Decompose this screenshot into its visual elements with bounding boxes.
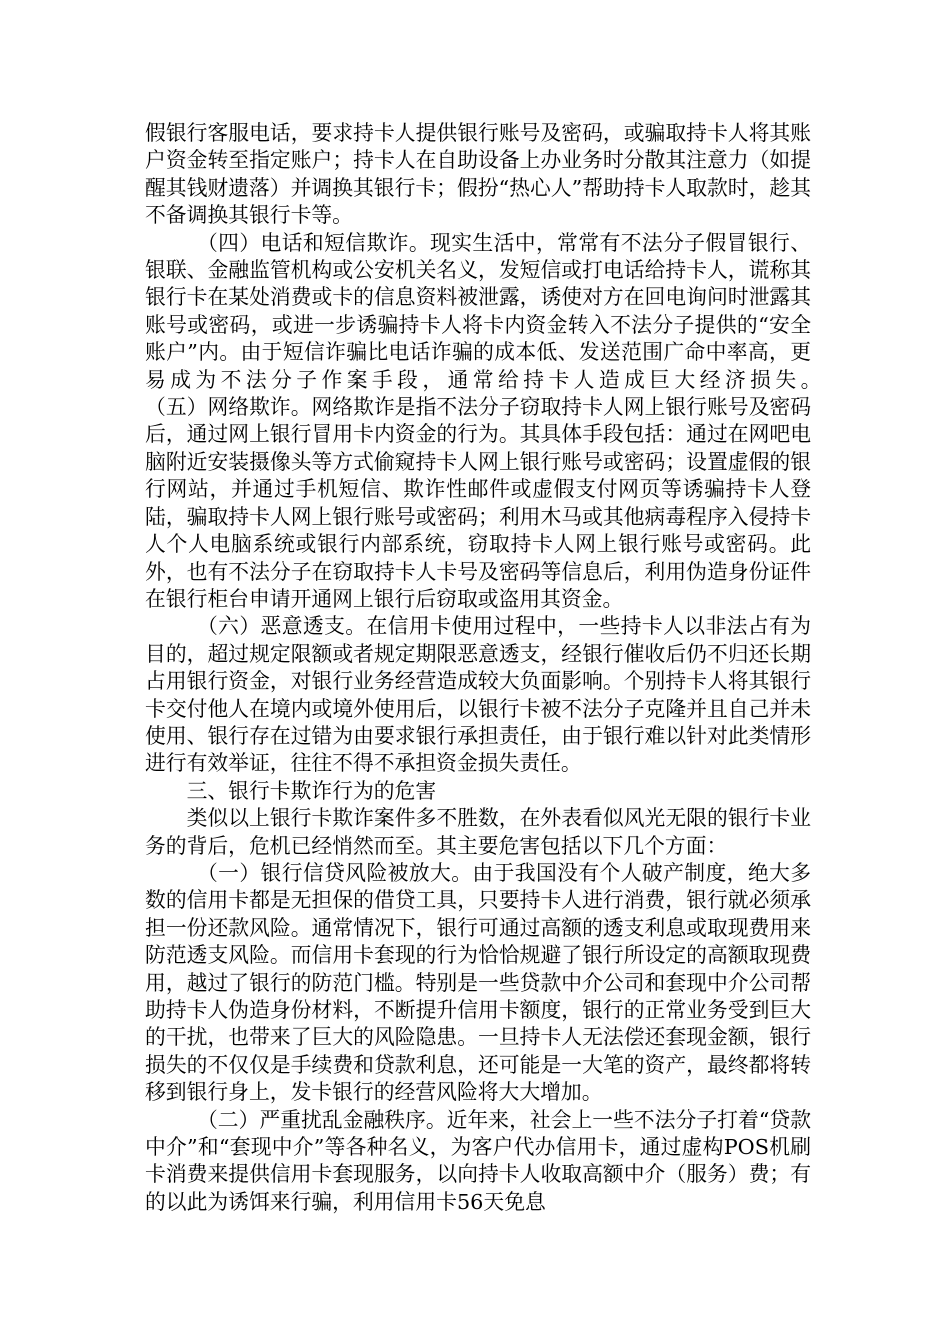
paragraph-malicious-overdraft: （六）恶意透支。在信用卡使用过程中，一些持卡人以非法占有为目的，超过规定限额或者规定期限恶意透支，经银行催收后仍不归还长期占用银行资金，对银行业务经营造成较大负面影响。个别持卡人将其银行卡交付他人在境内或境外使用后，以银行卡被不法分子克隆并且自己并未使用、银行存在过错为由要求银行承担责任，由于银行难以针对此类情形进行有效举证，往往不得不承担资金损失责任。 <box>145 614 811 776</box>
section-heading-harms: 三、银行卡欺诈行为的危害 <box>186 778 437 803</box>
paragraph-continuation: 假银行客服电话，要求持卡人提供银行账号及密码，或骗取持卡人将其账户资金转至指定账户；持卡人在自助设备上办业务时分散其注意力（如提醒其钱财遗落）并调换其银行卡；假扮“热心人”帮助持卡人取款时，趁其不备调换其银行卡等。 <box>145 121 811 228</box>
document-page <box>145 120 895 1216</box>
paragraph-phone-sms-fraud: （四）电话和短信欺诈。现实生活中，常常有不法分子假冒银行、银联、金融监管机构或公安机关名义，发短信或打电话给持卡人，谎称其银行卡在某处消费或卡的信息资料被泄露，诱使对方在回电询问时泄露其账号或密码，或进一步诱骗持卡人将卡内资金转入不法分子提供的“安全账户”内。由于短信诈骗比电话诈骗的成本低、发送范围广命中率高，更易成为不法分子作案手段，通常给持卡人造成巨大经济损失。 （五）网络欺诈。网络欺诈是指不法分子窃取持卡人网上银行账号及密码后，通过网上银行冒用卡内资金的行为。其具体手段包括：通过在网吧电脑附近安装摄像头等方式偷窥持卡人网上银行账号或密码；设置虚假的银行网站，并通过手机短信、欺诈性邮件或虚假支付网页等诱骗持卡人登陆，骗取持卡人网上银行账号或密码；利用木马或其他病毒程序入侵持卡人个人电脑系统或银行内部系统，窃取持卡人网上银行账号或密码。此外，也有不法分子在窃取持卡人卡号及密码等信息后，利用伪造身份证件在银行柜台申请开通网上银行后窃取或盗用其资金。 <box>145 230 895 611</box>
paragraph-financial-order: （二）严重扰乱金融秩序。近年来，社会上一些不法分子打着“贷款中介”和“套现中介”等各种名义，为客户代办信用卡，通过虚构POS机刷卡消费来提供信用卡套现服务，以向持卡人收取高额中介（服务）费；有的以此为诱饵来行骗，利用信用卡56天免息 <box>145 1107 811 1214</box>
paragraph-credit-risk: （一）银行信贷风险被放大。由于我国没有个人破产制度，绝大多数的信用卡都是无担保的借贷工具，只要持卡人进行消费，银行就必须承担一份还款风险。通常情况下，银行可通过高额的透支利息或取现费用来防范透支风险。而信用卡套现的行为恰恰规避了银行所设定的高额取现费用，越过了银行的防范门槛。特别是一些贷款中介公司和套现中介公司帮助持卡人伪造身份材料，不断提升信用卡额度，银行的正常业务受到巨大的干扰，也带来了巨大的风险隐患。一旦持卡人无法偿还套现金额，银行损失的不仅仅是手续费和贷款利息，还可能是一大笔的资产，最终都将转移到银行身上，发卡银行的经营风险将大大增加。 <box>145 860 811 1105</box>
paragraph-harms-intro: 类似以上银行卡欺诈案件多不胜数，在外表看似风光无限的银行卡业务的背后，危机已经悄然而至。其主要危害包括以下几个方面： <box>145 806 811 858</box>
